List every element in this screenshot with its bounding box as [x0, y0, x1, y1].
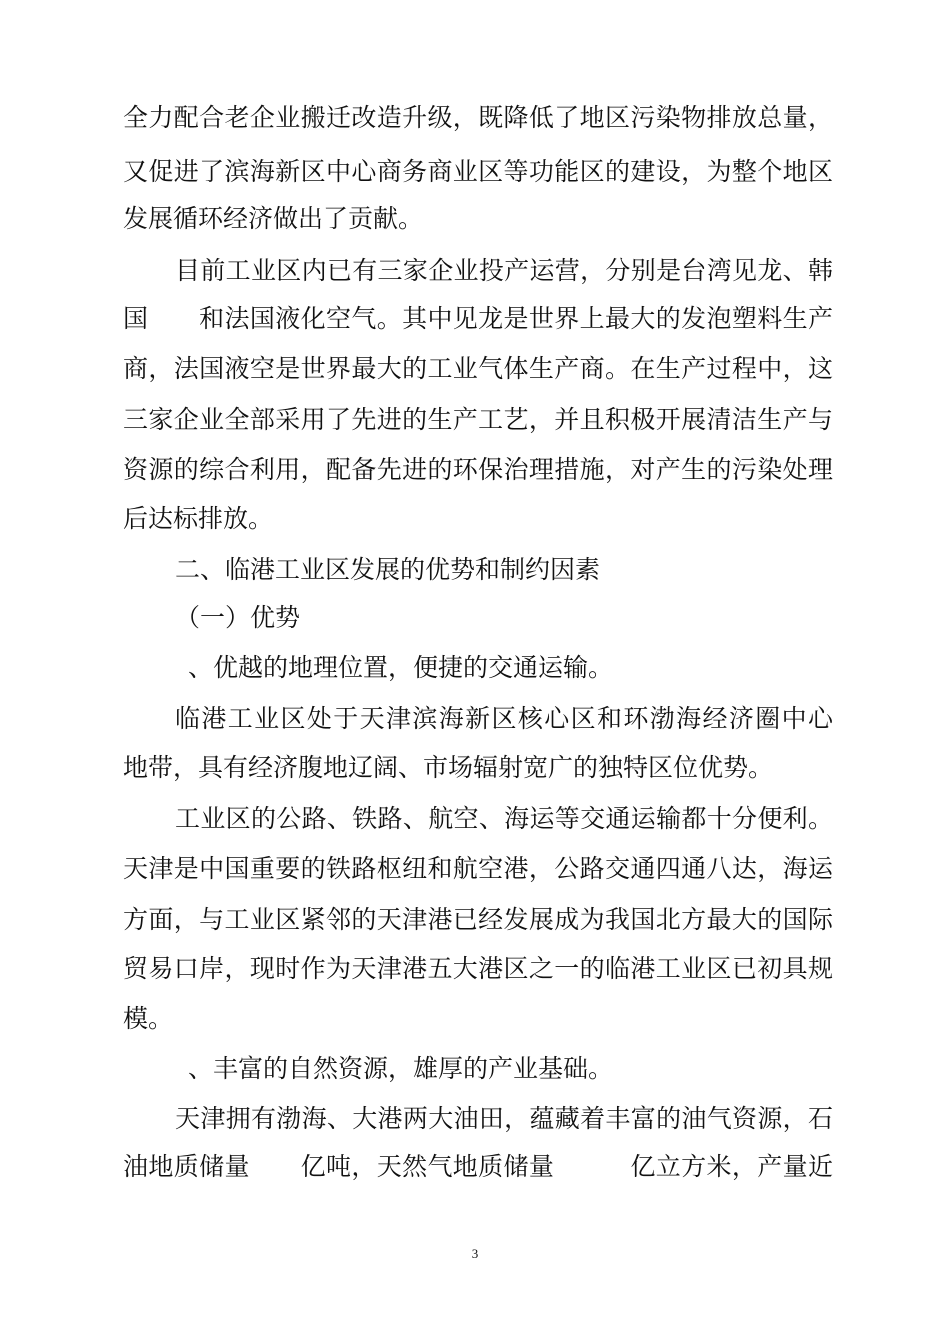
- body-text-line: 地带，具有经济腹地辽阔、市场辐射宽广的独特区位优势。: [123, 753, 774, 782]
- body-text-line: 贸易口岸，现时作为天津港五大港区之一的临港工业区已初具规: [123, 954, 833, 983]
- body-text-line: 发展循环经济做出了贡献。: [123, 204, 424, 233]
- section-heading: 二、临港工业区发展的优势和制约因素: [175, 555, 601, 584]
- body-text-line: 后达标排放。: [123, 504, 274, 533]
- paragraph-first-line: 工业区的公路、铁路、航空、海运等交通运输都十分便利。: [175, 804, 833, 833]
- body-text-line: 商，法国液空是世界最大的工业气体生产商。在生产过程中，这: [123, 354, 833, 383]
- subsection-heading: （一）优势: [175, 603, 301, 632]
- body-text-line: 方面，与工业区紧邻的天津港已经发展成为我国北方最大的国际: [123, 905, 833, 934]
- paragraph-first-line: 目前工业区内已有三家企业投产运营，分别是台湾见龙、韩: [175, 256, 833, 285]
- body-text-line: 油地质储量 亿吨，天然气地质储量 亿立方米，产量近: [123, 1152, 833, 1181]
- body-text-line: 国 和法国液化空气。其中见龙是世界上最大的发泡塑料生产: [123, 304, 833, 333]
- page-number: 3: [471, 1246, 479, 1261]
- body-text-line: 又促进了滨海新区中心商务商业区等功能区的建设，为整个地区: [123, 157, 833, 186]
- paragraph-first-line: 天津拥有渤海、大港两大油田，蕴藏着丰富的油气资源，石: [175, 1104, 833, 1133]
- item-heading: 、丰富的自然资源，雄厚的产业基础。: [188, 1054, 614, 1083]
- body-text-line: 三家企业全部采用了先进的生产工艺，并且积极开展清洁生产与: [123, 405, 833, 434]
- body-text-line: 模。: [123, 1004, 174, 1033]
- item-heading: 、优越的地理位置，便捷的交通运输。: [188, 653, 614, 682]
- body-text-line: 天津是中国重要的铁路枢纽和航空港，公路交通四通八达，海运: [123, 854, 833, 883]
- body-text-line: 全力配合老企业搬迁改造升级，既降低了地区污染物排放总量，: [123, 103, 833, 132]
- body-text-line: 资源的综合利用，配备先进的环保治理措施，对产生的污染处理: [123, 455, 833, 484]
- paragraph-first-line: 临港工业区处于天津滨海新区核心区和环渤海经济圈中心: [175, 704, 833, 733]
